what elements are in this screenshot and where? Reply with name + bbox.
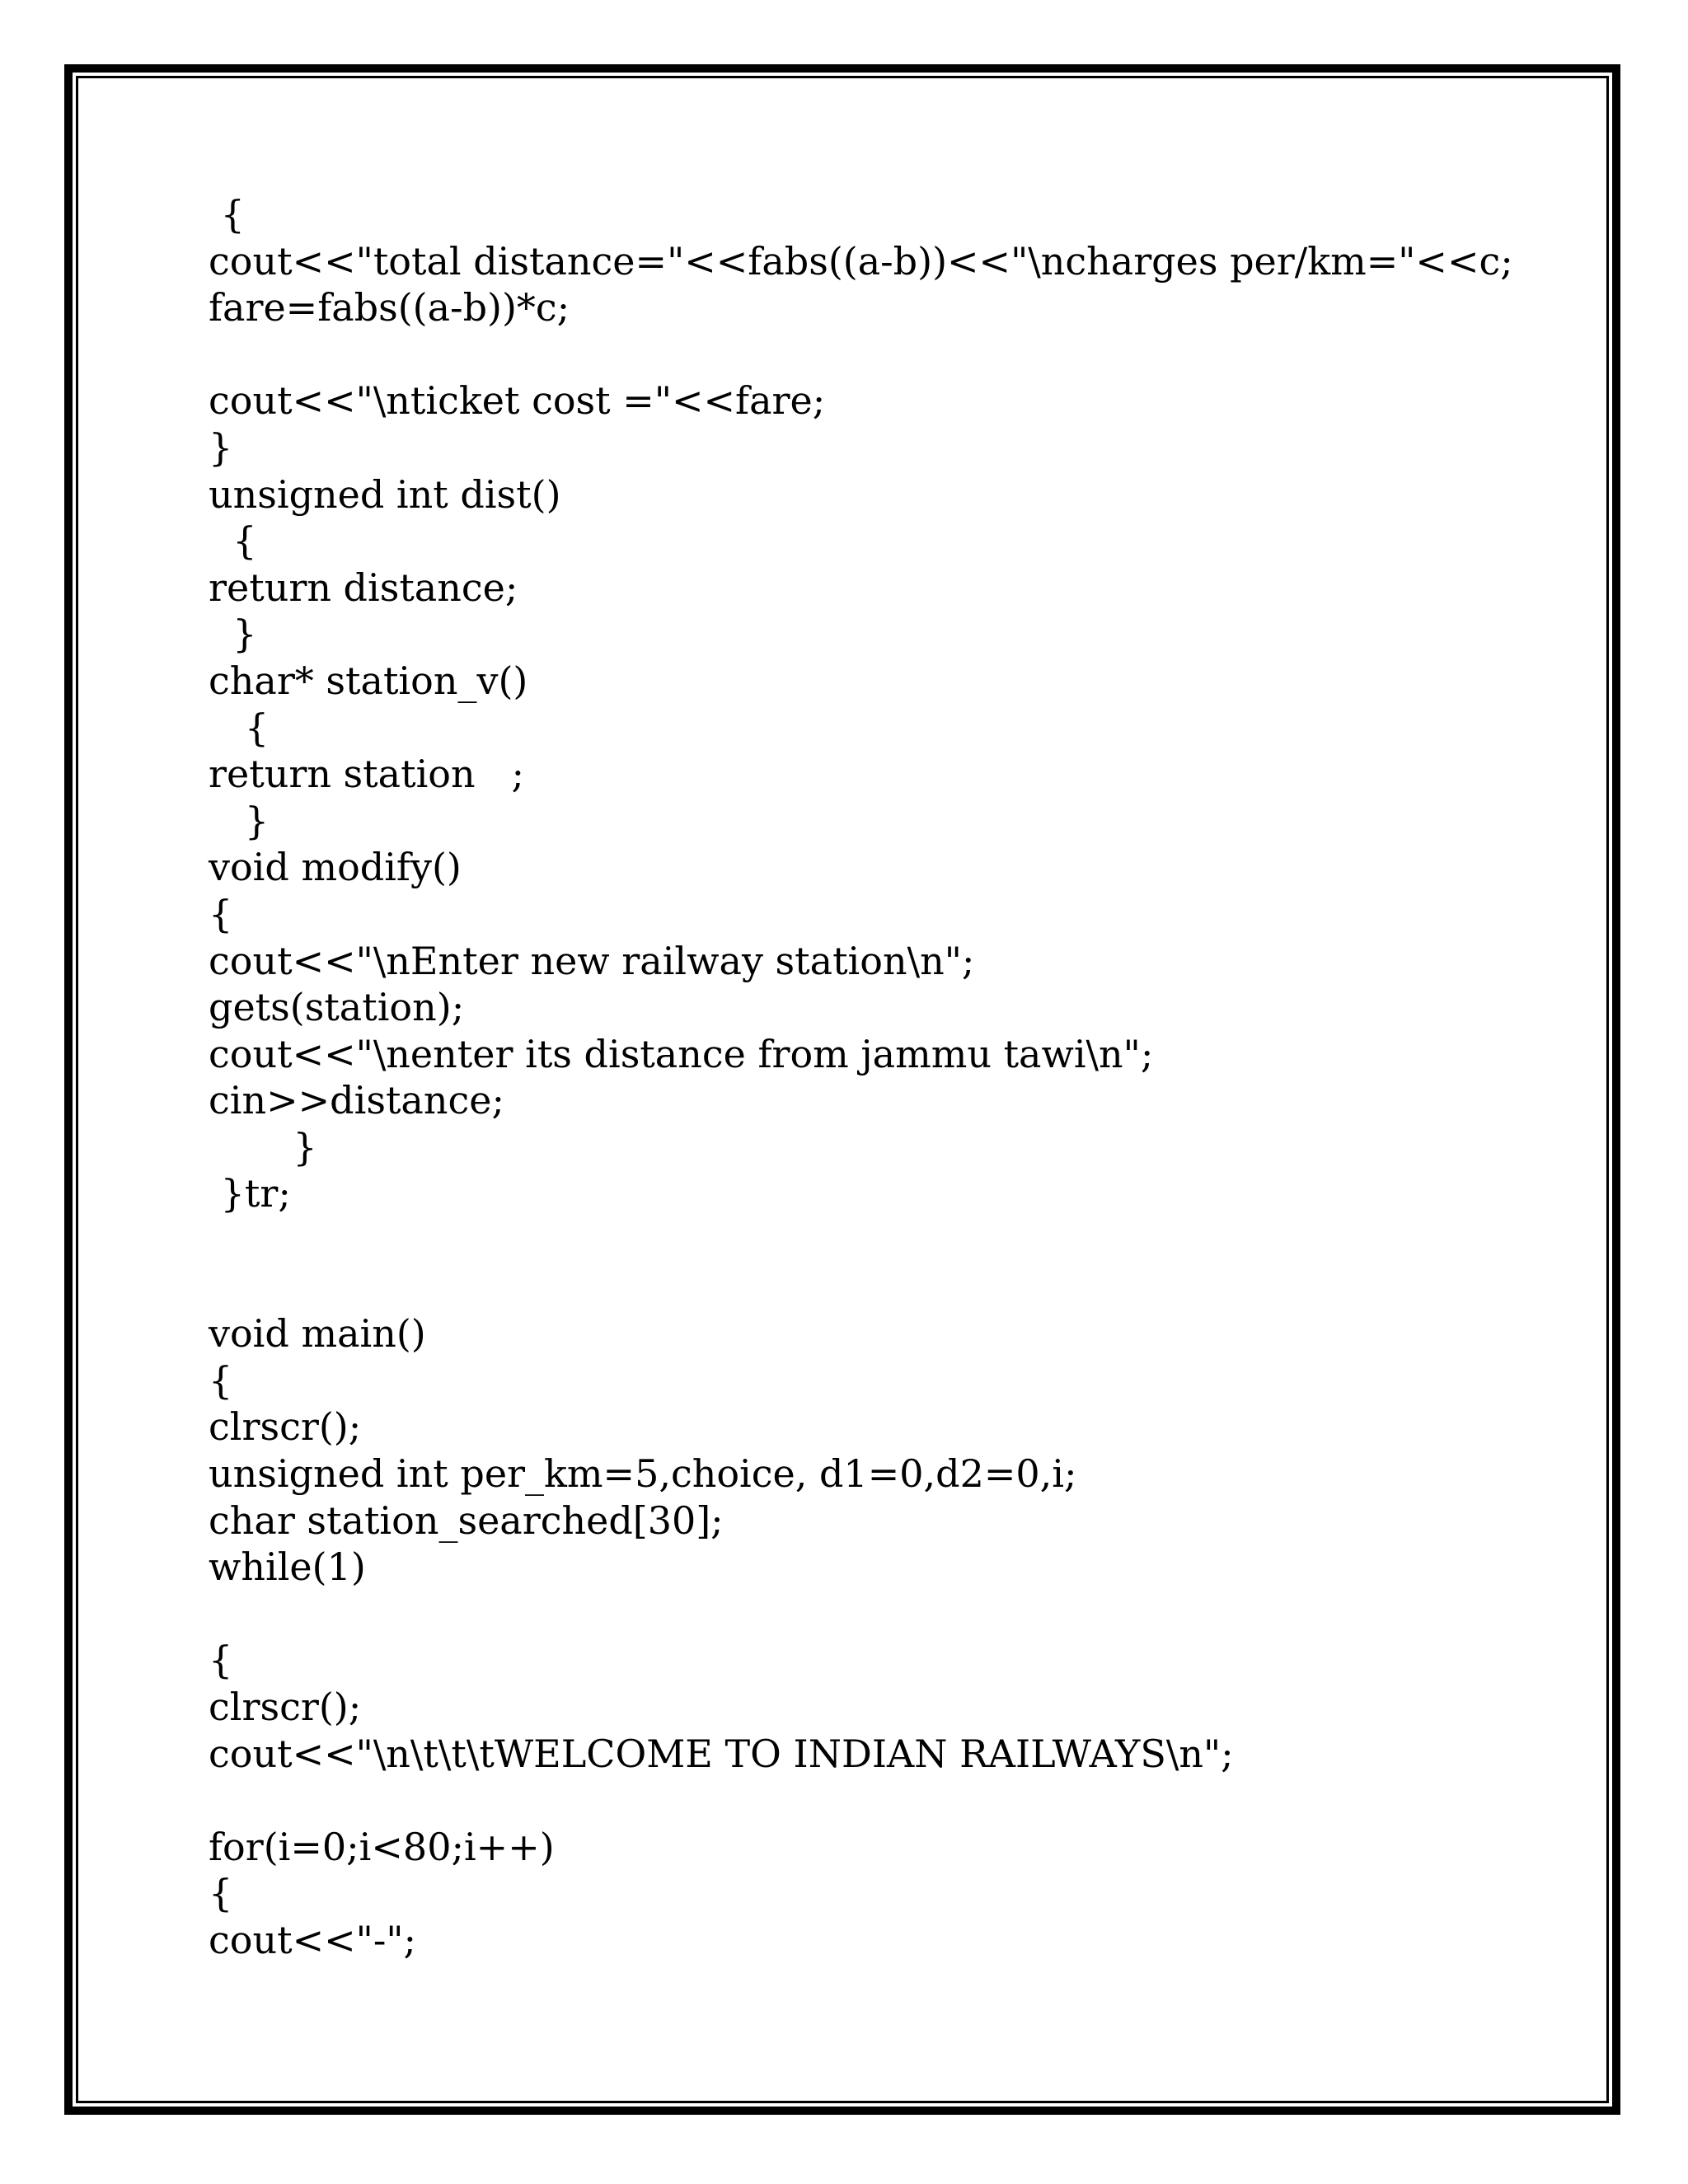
code-line: void modify() [209, 845, 462, 890]
code-line: return distance; [209, 565, 518, 610]
code-line: unsigned int dist() [209, 471, 561, 517]
code-line [209, 331, 1544, 378]
code-line [209, 1591, 1544, 1638]
code-line: clrscr(); [209, 1685, 362, 1729]
code-line: { [209, 1357, 233, 1403]
code-line: gets(station); [209, 985, 465, 1030]
code-line: }tr; [209, 1171, 291, 1216]
code-line: { [209, 1638, 233, 1683]
code-line: cout<<"\nEnter new railway station\n"; [209, 938, 975, 983]
code-line: cout<<"\n\t\t\tWELCOME TO INDIAN RAILWAYS\n"; [209, 1731, 1234, 1776]
code-line [209, 1217, 1544, 1264]
code-line: } [209, 798, 270, 843]
code-line: unsigned int per_km=5,choice, d1=0,d2=0,i; [209, 1451, 1077, 1497]
code-line: while(1) [209, 1544, 366, 1590]
code-listing [209, 191, 1544, 1964]
code-line: cout<<"\nticket cost ="<<fare; [209, 378, 826, 424]
code-line: } [209, 1124, 317, 1169]
code-line: char* station_v() [209, 658, 528, 703]
code-line: { [209, 192, 245, 237]
code-line: clrscr(); [209, 1404, 362, 1450]
code-line: cout<<"-"; [209, 1917, 417, 1962]
code-line [209, 1264, 1544, 1311]
code-line: void main() [209, 1311, 426, 1357]
code-line: cout<<"\nenter its distance from jammu tawi\n"; [209, 1031, 1154, 1076]
code-line [209, 1777, 1544, 1824]
code-line: } [209, 424, 233, 470]
code-line: char station_searched[30]; [209, 1497, 724, 1543]
code-line: { [209, 518, 257, 564]
code-line: cout<<"total distance="<<fabs((a-b))<<"\ncharges per/km="<<c; [209, 238, 1513, 284]
code-line: cin>>distance; [209, 1078, 504, 1123]
code-line: return station ; [209, 752, 524, 797]
code-line: for(i=0;i<80;i++) [209, 1824, 555, 1869]
code-line: { [209, 1871, 233, 1916]
code-line: { [209, 891, 233, 936]
code-line: } [209, 612, 257, 657]
code-line: fare=fabs((a-b))*c; [209, 285, 570, 330]
code-line: { [209, 705, 270, 750]
